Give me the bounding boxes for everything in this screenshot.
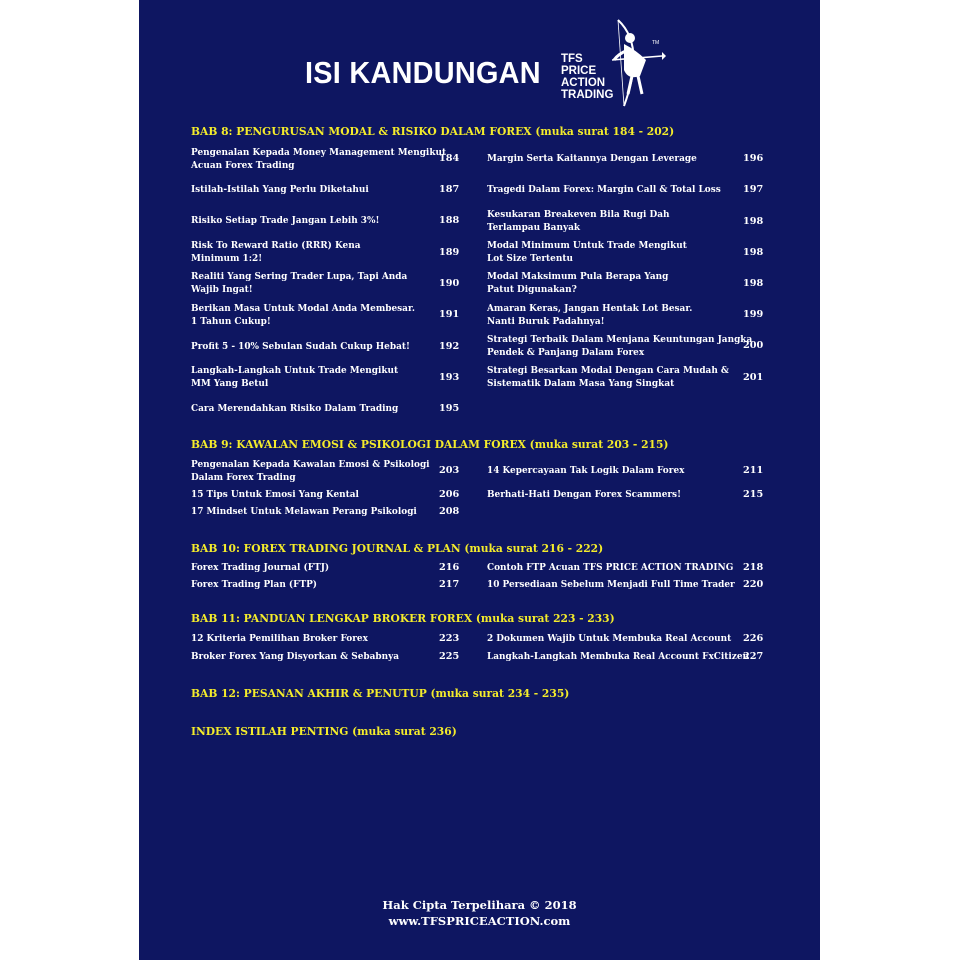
page-number: 215 xyxy=(743,489,764,500)
entry-title-cont: Patut Digunakan? xyxy=(487,284,577,295)
section-index[interactable] xyxy=(191,724,771,739)
entry-title: Risk To Reward Ratio (RRR) Kena xyxy=(191,240,361,251)
entry-title: 14 Kepercayaan Tak Logik Dalam Forex xyxy=(487,465,685,476)
section-bab-12[interactable] xyxy=(191,686,771,701)
entry-title: 15 Tips Untuk Emosi Yang Kental xyxy=(191,489,359,500)
entry-title: Strategi Besarkan Modal Dengan Cara Mudah & xyxy=(487,365,729,376)
entry-title: Contoh FTP Acuan TFS PRICE ACTION TRADING xyxy=(487,562,734,573)
entry-title-cont: Terlampau Banyak xyxy=(487,222,581,233)
page-number: 193 xyxy=(439,372,460,383)
entry-title: Modal Minimum Untuk Trade Mengikut xyxy=(487,240,687,251)
page-number: 223 xyxy=(439,633,460,644)
entry-title-cont: MM Yang Betul xyxy=(191,378,269,389)
entry-title: Istilah-Istilah Yang Perlu Diketahui xyxy=(191,184,369,195)
entry-title-cont: Sistematik Dalam Masa Yang Singkat xyxy=(487,378,675,389)
section-bab-9 xyxy=(191,437,771,452)
entry-title: Realiti Yang Sering Trader Lupa, Tapi Anda xyxy=(191,271,408,282)
logo-line: TFS xyxy=(561,53,583,65)
page-number: 198 xyxy=(743,247,764,258)
entry-title: Modal Maksimum Pula Berapa Yang xyxy=(487,271,669,282)
entry-title: 17 Mindset Untuk Melawan Perang Psikologi xyxy=(191,506,417,517)
entry-title: Forex Trading Plan (FTP) xyxy=(191,579,317,590)
archer-logo-icon xyxy=(606,16,666,108)
entry-title-cont: Dalam Forex Trading xyxy=(191,472,296,483)
page-number: 198 xyxy=(743,278,764,289)
section-title: BAB 8: PENGURUSAN MODAL & RISIKO DALAM FOREX (muka surat 184 - 202) xyxy=(191,124,675,138)
page-number: 192 xyxy=(439,341,460,352)
page-number: 184 xyxy=(439,153,460,164)
logo-line: ACTION xyxy=(561,77,606,89)
page-number: 201 xyxy=(743,372,764,383)
page-number: 195 xyxy=(439,403,460,414)
section-bab-10 xyxy=(191,541,771,556)
page-number: 196 xyxy=(743,153,764,164)
entry-title-cont: Acuan Forex Trading xyxy=(191,160,295,171)
section-bab-8 xyxy=(191,124,771,139)
entry-title: 12 Kriteria Pemilihan Broker Forex xyxy=(191,633,368,644)
section-bab-11 xyxy=(191,611,771,626)
logo-line: PRICE xyxy=(561,65,597,77)
svg-text:TM: TM xyxy=(652,40,660,46)
section-title: BAB 11: PANDUAN LENGKAP BROKER FOREX (muka surat 223 - 233) xyxy=(191,611,615,625)
website-link[interactable]: www.TFSPRICEACTION.com xyxy=(388,914,571,928)
page-number: 191 xyxy=(439,309,460,320)
section-title: INDEX ISTILAH PENTING (muka surat 236) xyxy=(191,724,457,738)
section-title: BAB 9: KAWALAN EMOSI & PSIKOLOGI DALAM FOREX (muka surat 203 - 215) xyxy=(191,437,669,451)
page-number: 200 xyxy=(743,340,764,351)
page-number: 206 xyxy=(439,489,460,500)
section-title: BAB 12: PESANAN AKHIR & PENUTUP (muka surat 234 - 235) xyxy=(191,686,570,700)
page-number: 216 xyxy=(439,562,460,573)
entry-title-cont: Pendek & Panjang Dalam Forex xyxy=(487,347,645,358)
footer xyxy=(139,897,820,929)
entry-title: Forex Trading Journal (FTJ) xyxy=(191,562,330,573)
page-number: 226 xyxy=(743,633,764,644)
page-number: 197 xyxy=(743,184,764,195)
entry-title: Profit 5 - 10% Sebulan Sudah Cukup Hebat! xyxy=(191,341,410,352)
entry-title: Cara Merendahkan Risiko Dalam Trading xyxy=(191,403,399,414)
contents-page xyxy=(139,0,820,960)
page-number: 211 xyxy=(743,465,764,476)
page-number: 190 xyxy=(439,278,460,289)
entry-title: Pengenalan Kepada Money Management Mengikut xyxy=(191,147,447,158)
entry-title: Strategi Terbaik Dalam Menjana Keuntungan Jangka xyxy=(487,334,753,345)
entry-title: Pengenalan Kepada Kawalan Emosi & Psikologi xyxy=(191,459,430,470)
entry-title-cont: 1 Tahun Cukup! xyxy=(191,316,271,327)
entry-title-cont: Lot Size Tertentu xyxy=(487,253,573,264)
page-number: 225 xyxy=(439,651,460,662)
page-number: 188 xyxy=(439,215,460,226)
page-number: 198 xyxy=(743,216,764,227)
copyright-text: Hak Cipta Terpelihara © 2018 xyxy=(382,898,577,912)
entry-title: Tragedi Dalam Forex: Margin Call & Total Loss xyxy=(487,184,721,195)
page-number: 208 xyxy=(439,506,460,517)
entry-title: Kesukaran Breakeven Bila Rugi Dah xyxy=(487,209,670,220)
entry-title: Berikan Masa Untuk Modal Anda Membesar. xyxy=(191,303,415,314)
entry-title-cont: Wajib Ingat! xyxy=(191,284,253,295)
page-number: 199 xyxy=(743,309,764,320)
page-number: 189 xyxy=(439,247,460,258)
page-number: 217 xyxy=(439,579,460,590)
entry-title-cont: Minimum 1:2! xyxy=(191,253,263,264)
page-number: 203 xyxy=(439,465,460,476)
entry-title: Berhati-Hati Dengan Forex Scammers! xyxy=(487,489,681,500)
entry-title: 10 Persediaan Sebelum Menjadi Full Time Trader xyxy=(487,579,735,590)
entry-title: Margin Serta Kaitannya Dengan Leverage xyxy=(487,153,697,164)
header xyxy=(139,14,820,110)
page-number: 227 xyxy=(743,651,764,662)
page-number: 220 xyxy=(743,579,764,590)
entry-title-cont: Nanti Buruk Padahnya! xyxy=(487,316,605,327)
logo-line: TRADING xyxy=(561,89,614,101)
entry-title: Langkah-Langkah Membuka Real Account FxCitizen xyxy=(487,651,749,662)
entry-title: Broker Forex Yang Disyorkan & Sebabnya xyxy=(191,651,400,662)
entry-title: Risiko Setiap Trade Jangan Lebih 3%! xyxy=(191,215,380,226)
entry-title: Amaran Keras, Jangan Hentak Lot Besar. xyxy=(487,303,693,314)
page-title: ISI KANDUNGAN xyxy=(305,55,541,90)
section-title: BAB 10: FOREX TRADING JOURNAL & PLAN (muka surat 216 - 222) xyxy=(191,541,604,555)
page-number: 218 xyxy=(743,562,764,573)
entry-title: 2 Dokumen Wajib Untuk Membuka Real Account xyxy=(487,633,732,644)
page-number: 187 xyxy=(439,184,460,195)
entry-title: Langkah-Langkah Untuk Trade Mengikut xyxy=(191,365,399,376)
